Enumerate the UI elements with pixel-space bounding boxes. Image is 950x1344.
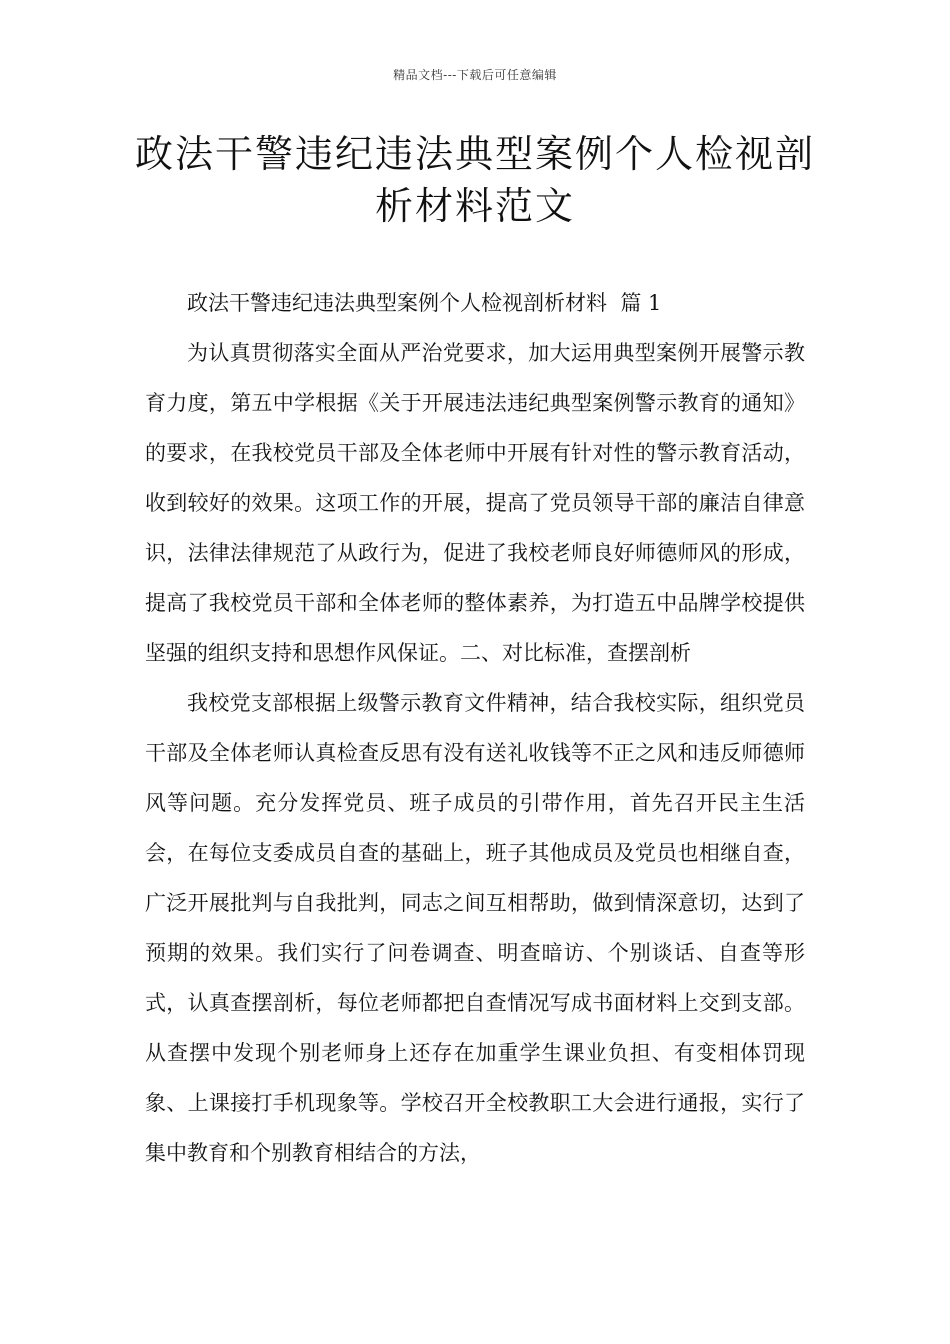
body-paragraph-1: 为认真贯彻落实全面从严治党要求，加大运用典型案例开展警示教育力度，第五中学根据《关于开展违法违纪典型案例警示教育的通知》的要求，在我校党员干部及全体老师中开展有针对性的警示教育活动，收到较好的效果。这项工作的开展，提高了党员领导干部的廉洁自律意识，法律法律规范了从政行为，促进了我校老师良好师德师风的形成，提高了我校党员干部和全体老师的整体素养，为打造五中品牌学校提供坚强的组织支持和思想作风保证。二、对比标准，查摆剖析 <box>145 341 805 665</box>
body-paragraph-2: 我校党支部根据上级警示教育文件精神，结合我校实际，组织党员干部及全体老师认真检查反思有没有送礼收钱等不正之风和违反师德师风等问题。充分发挥党员、班子成员的引带作用，首先召开民主生活会，在每位支委成员自查的基础上，班子其他成员及党员也相继自查，广泛开展批判与自我批判，同志之间互相帮助，做到情深意切，达到了预期的效果。我们实行了问卷调查、明查暗访、个别谈话、自查等形式，认真查摆剖析，每位老师都把自查情况写成书面材料上交到支部。从查摆中发现个别老师身上还存在加重学生课业负担、有变相体罚现象、上课接打手机现象等。学校召开全校教职工大会进行通报，实行了集中教育和个别教育相结合的方法， <box>145 691 805 1165</box>
document-body <box>145 278 805 1178</box>
section-subheading: 政法干警违纪违法典型案例个人检视剖析材料 篇 1 <box>187 291 662 315</box>
header-note: 精品文档---下载后可任意编辑 <box>393 68 557 82</box>
document-title: 政法干警违纪违法典型案例个人检视剖析材料范文 <box>134 132 815 228</box>
